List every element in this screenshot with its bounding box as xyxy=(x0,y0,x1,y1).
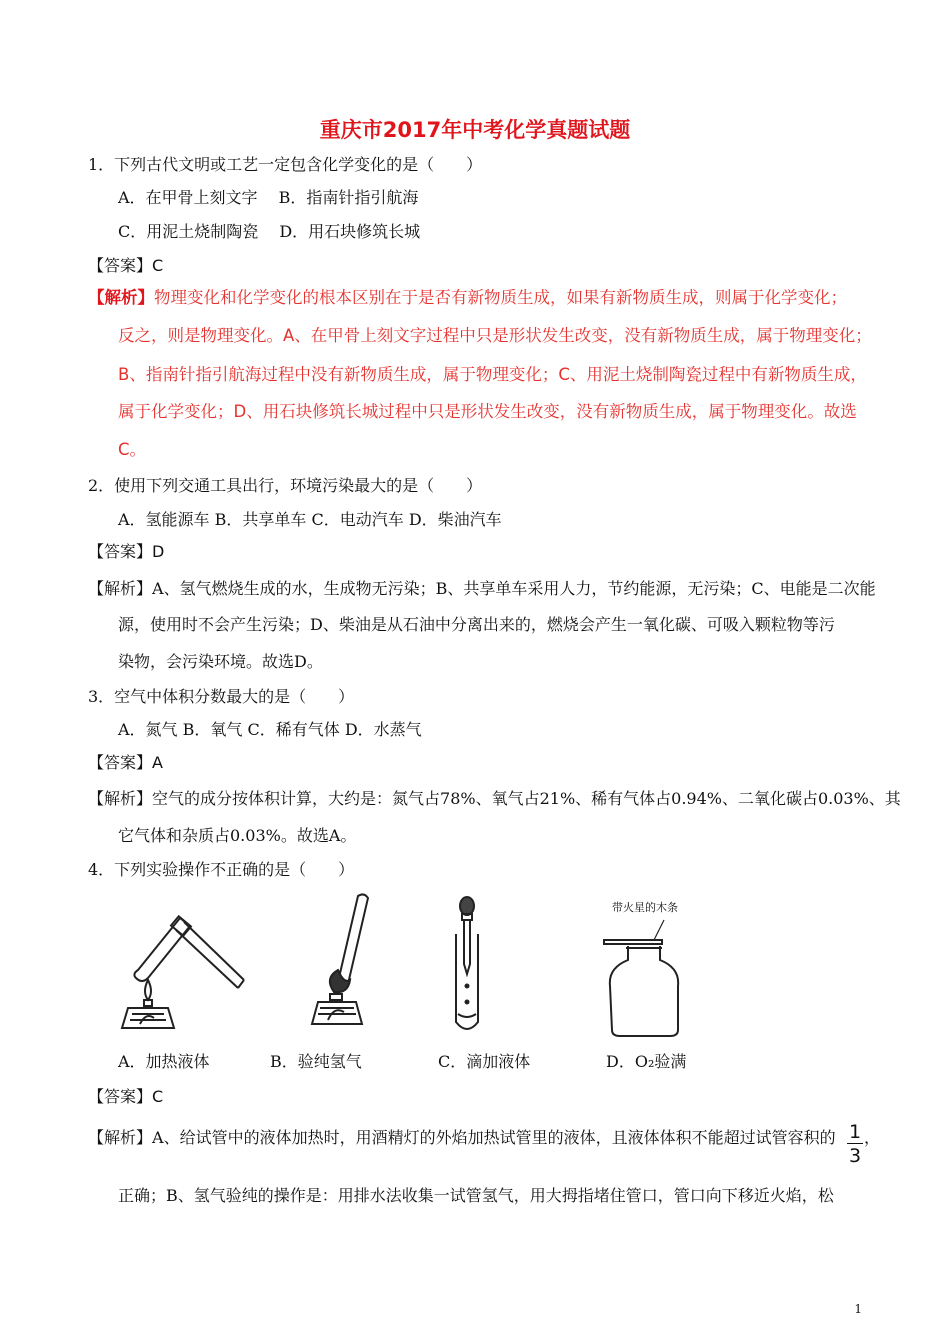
q2-analysis-line-2: 源，使用时不会产生污染；D、柴油是从石油中分离出来的，燃烧会产生一氧化碳、可吸入颗粒物等污 xyxy=(118,615,835,634)
q3-options: A．氮气 B．氧气 C．稀有气体 D．水蒸气 xyxy=(118,720,422,739)
figure-heating-liquid xyxy=(118,908,253,1038)
q4-caption-d: D．O₂验满 xyxy=(606,1052,687,1071)
q4-answer: 【答案】C xyxy=(88,1087,164,1106)
q1-analysis-line-5: C。 xyxy=(118,440,147,459)
q3-analysis-tag: 【解析】 xyxy=(88,789,153,808)
q1-analysis-line-3: B、指南针指引航海过程中没有新物质生成，属于物理变化；C、用泥土烧制陶瓷过程中有新物质生成， xyxy=(118,365,867,384)
q1-analysis-line-1 xyxy=(88,288,847,308)
q4-caption-c: C．滴加液体 xyxy=(438,1052,531,1071)
q1-analysis-line-2: 反之，则是物理变化。A、在甲骨上刻文字过程中只是形状发生改变，没有新物质生成，属于物理变化； xyxy=(118,326,872,345)
q3-stem: 3．空气中体积分数最大的是（ ） xyxy=(88,687,355,706)
fraction-bar xyxy=(847,1143,863,1144)
q2-stem: 2．使用下列交通工具出行，环境污染最大的是（ ） xyxy=(88,476,483,495)
q1-options-ab: A．在甲骨上刻文字 B．指南针指引航海 xyxy=(118,188,419,207)
fraction-denominator: 3 xyxy=(848,1145,862,1167)
q1-analysis-tag: 【解析】 xyxy=(88,288,154,307)
q2-answer: 【答案】D xyxy=(88,542,165,561)
q2-analysis-line-1 xyxy=(88,579,876,599)
fraction-numerator: 1 xyxy=(848,1121,862,1143)
figure-dropping-liquid xyxy=(450,894,500,1039)
q2-analysis-line-3: 染物，会污染环境。故选D。 xyxy=(118,652,323,671)
q4-stem: 4．下列实验操作不正确的是（ ） xyxy=(88,860,355,879)
page-title: 重庆市2017年中考化学真题试题 xyxy=(319,118,631,142)
q4-caption-a: A．加热液体 xyxy=(118,1052,210,1071)
q1-answer: 【答案】C xyxy=(88,256,164,275)
q1-analysis-text-1: 物理变化和化学变化的根本区别在于是否有新物质生成，如果有新物质生成，则属于化学变化； xyxy=(154,288,847,307)
q2-analysis-text-1: A、氢气燃烧生成的水，生成物无污染；B、共享单车采用人力，节约能源，无污染；C、电能是二次能 xyxy=(152,579,876,598)
q4-analysis-line-1 xyxy=(88,1128,836,1148)
q1-analysis-line-4: 属于化学变化；D、用石块修筑长城过程中只是形状发生改变，没有新物质生成，属于物理变化。故选 xyxy=(118,402,857,421)
q2-options: A．氢能源车 B．共享单车 C．电动汽车 D．柴油汽车 xyxy=(118,510,502,529)
fraction-one-third xyxy=(847,1122,863,1166)
figure-hydrogen-purity-test xyxy=(310,890,400,1040)
q4-caption-b: B．验纯氢气 xyxy=(270,1052,362,1071)
q3-analysis-line-2: 它气体和杂质占0.03%。故选A。 xyxy=(118,826,357,845)
q3-answer: 【答案】A xyxy=(88,753,163,772)
page-number: 1 xyxy=(854,1302,862,1316)
q4-analysis-tag: 【解析】 xyxy=(88,1128,153,1147)
q4-analysis-line-2: 正确；B、氢气验纯的操作是：用排水法收集一试管氢气，用大拇指堵住管口，管口向下移近火焰，松 xyxy=(118,1186,834,1205)
q1-stem: 1．下列古代文明或工艺一定包含化学变化的是（ ） xyxy=(88,155,483,174)
figure-d-label: 带火星的木条 xyxy=(612,901,678,914)
q3-analysis-line-1 xyxy=(88,789,901,809)
q1-options-cd: C．用泥土烧制陶瓷 D．用石块修筑长城 xyxy=(118,222,421,241)
q4-analysis-comma: ， xyxy=(864,1128,881,1147)
q2-analysis-tag: 【解析】 xyxy=(88,579,153,598)
q3-analysis-text-1: 空气的成分按体积计算，大约是：氮气占78%、氧气占21%、稀有气体占0.94%、二氧化碳占0.03%、其 xyxy=(152,789,901,808)
q4-analysis-text-1: A、给试管中的液体加热时，用酒精灯的外焰加热试管里的液体，且液体体积不能超过试管容积的 xyxy=(152,1128,836,1147)
